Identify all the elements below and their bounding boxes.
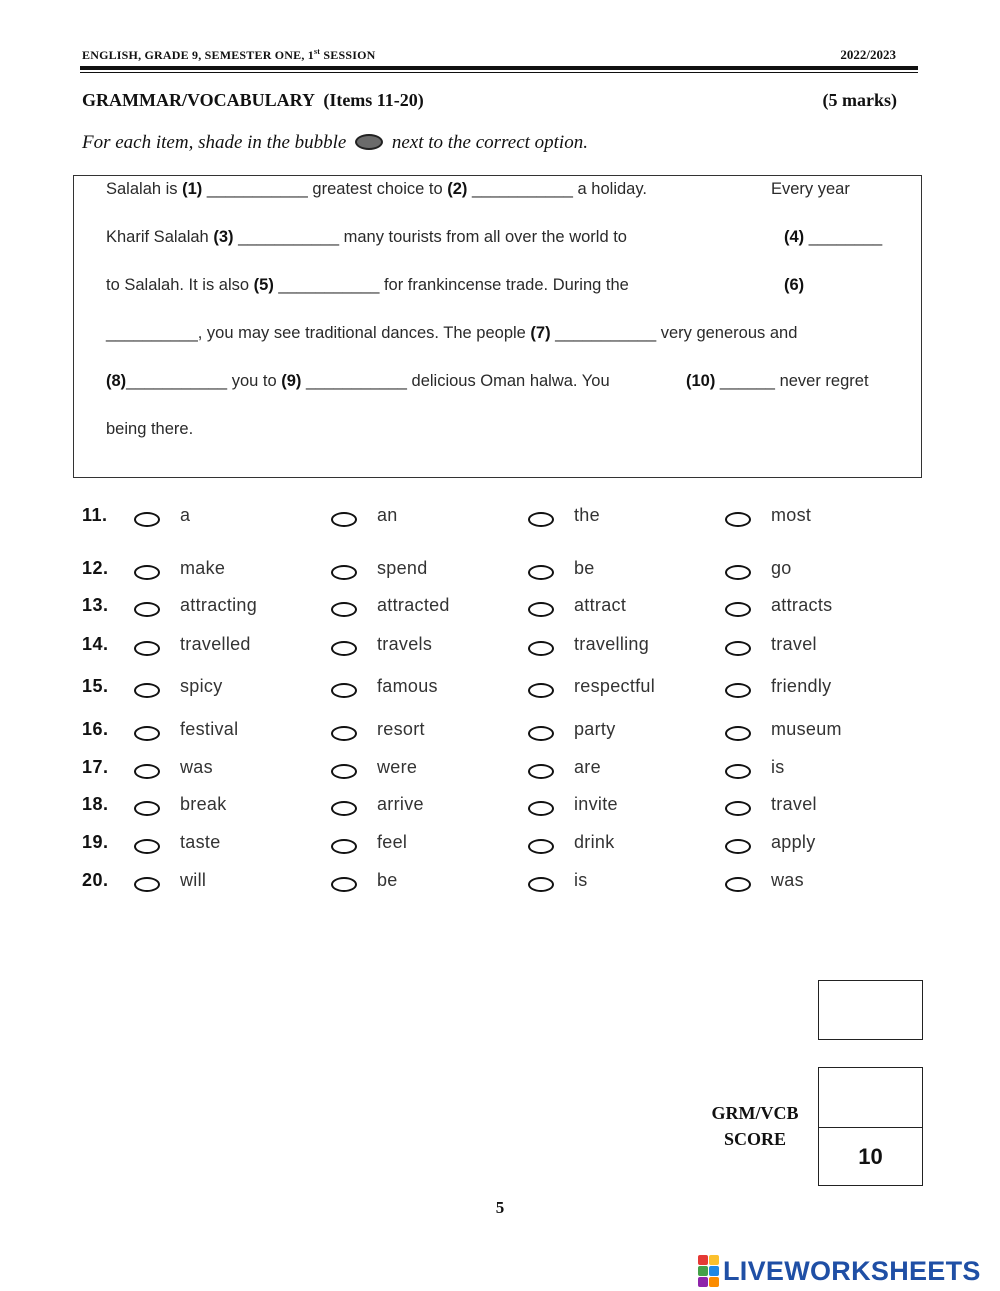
question-row <box>0 832 1000 862</box>
answer-bubble[interactable] <box>331 512 357 527</box>
answer-bubble[interactable] <box>528 877 554 892</box>
passage-box <box>73 175 922 478</box>
option-text: attracted <box>377 595 450 615</box>
option-text: travel <box>771 634 817 654</box>
question-number: 13. <box>82 595 109 615</box>
option-text: arrive <box>377 794 424 814</box>
option-text: spend <box>377 558 428 578</box>
option-text: drink <box>574 832 615 852</box>
answer-bubble[interactable] <box>331 877 357 892</box>
option-text: was <box>180 757 213 777</box>
page-number: 5 <box>495 1198 505 1217</box>
question-row <box>0 757 1000 787</box>
passage-line-5: (8)___________ you to (9) ___________ delicious Oman halwa. You <box>106 372 610 390</box>
option-text: resort <box>377 719 425 739</box>
answer-bubble[interactable] <box>528 764 554 779</box>
section-title: GRAMMAR/VOCABULARY (Items 11-20) <box>82 90 424 110</box>
passage-line-3: to Salalah. It is also (5) ___________ for frankincense trade. During the <box>106 276 629 294</box>
option-text: respectful <box>574 676 656 696</box>
question-number: 11. <box>82 505 108 525</box>
school-year: 2022/2023 <box>840 47 896 62</box>
passage-line-4: __________, you may see traditional dances. The people (7) ___________ very generous and <box>106 324 798 342</box>
answer-bubble[interactable] <box>331 602 357 617</box>
answer-bubble[interactable] <box>134 877 160 892</box>
answer-bubble[interactable] <box>725 683 751 698</box>
question-row <box>0 558 1000 588</box>
option-text: an <box>377 505 398 525</box>
passage-line-2: Kharif Salalah (3) ___________ many tourists from all over the world to <box>106 228 627 246</box>
question-row <box>0 505 1000 535</box>
option-text: famous <box>377 676 438 696</box>
answer-bubble[interactable] <box>331 683 357 698</box>
answer-bubble[interactable] <box>134 641 160 656</box>
option-text: apply <box>771 832 816 852</box>
instruction: For each item, shade in the bubble next to the correct option. <box>82 132 588 153</box>
answer-bubble[interactable] <box>725 801 751 816</box>
question-number: 14. <box>82 634 109 654</box>
section-marks: (5 marks) <box>822 90 897 110</box>
answer-bubble[interactable] <box>725 565 751 580</box>
question-number: 19. <box>82 832 109 852</box>
answer-bubble[interactable] <box>134 839 160 854</box>
option-text: feel <box>377 832 408 852</box>
question-row <box>0 676 1000 706</box>
option-text: museum <box>771 719 842 739</box>
answer-bubble[interactable] <box>134 726 160 741</box>
option-text: most <box>771 505 812 525</box>
answer-bubble[interactable] <box>134 683 160 698</box>
option-text: travelling <box>574 634 650 654</box>
question-number: 20. <box>82 870 109 890</box>
answer-bubble[interactable] <box>134 602 160 617</box>
question-row <box>0 595 1000 625</box>
question-row <box>0 870 1000 900</box>
answer-bubble[interactable] <box>725 764 751 779</box>
option-text: a <box>180 505 191 525</box>
option-text: travels <box>377 634 433 654</box>
question-row <box>0 794 1000 824</box>
option-text: attract <box>574 595 627 615</box>
option-text: festival <box>180 719 239 739</box>
passage-line-2-end: (4) ________ <box>784 228 883 246</box>
answer-bubble[interactable] <box>725 512 751 527</box>
brand-mark-icon <box>698 1255 719 1287</box>
answer-bubble[interactable] <box>134 764 160 779</box>
answer-bubble[interactable] <box>528 602 554 617</box>
passage-line-6: being there. <box>106 420 194 438</box>
option-text: is <box>574 870 588 890</box>
option-text: be <box>377 870 398 890</box>
question-number: 16. <box>82 719 109 739</box>
option-text: be <box>574 558 595 578</box>
header-rule <box>80 66 918 70</box>
option-text: the <box>574 505 600 525</box>
passage-line-5-end: (10) ______ never regret <box>686 372 869 390</box>
answer-bubble[interactable] <box>528 641 554 656</box>
brand-name: LIVEWORKSHEETS <box>723 1255 981 1286</box>
option-text: are <box>574 757 601 777</box>
option-text: travelled <box>180 634 251 654</box>
shaded-bubble-icon <box>355 134 383 150</box>
question-number: 12. <box>82 558 109 578</box>
question-number: 17. <box>82 757 109 777</box>
answer-bubble[interactable] <box>331 726 357 741</box>
answer-bubble[interactable] <box>725 602 751 617</box>
answer-bubble[interactable] <box>528 839 554 854</box>
answer-bubble[interactable] <box>725 641 751 656</box>
option-text: was <box>771 870 804 890</box>
option-text: will <box>180 870 207 890</box>
answer-bubble[interactable] <box>331 565 357 580</box>
answer-bubble[interactable] <box>528 565 554 580</box>
answer-bubble[interactable] <box>331 764 357 779</box>
question-row <box>0 634 1000 664</box>
score-entry-box[interactable] <box>818 1067 923 1128</box>
option-text: taste <box>180 832 221 852</box>
answer-bubble[interactable] <box>331 641 357 656</box>
option-text: is <box>771 757 785 777</box>
blank-score-box[interactable] <box>818 980 923 1040</box>
answer-bubble[interactable] <box>528 683 554 698</box>
answer-bubble[interactable] <box>725 877 751 892</box>
question-number: 18. <box>82 794 109 814</box>
answer-bubble[interactable] <box>725 839 751 854</box>
option-text: party <box>574 719 616 739</box>
option-text: break <box>180 794 227 814</box>
answer-bubble[interactable] <box>528 512 554 527</box>
option-text: invite <box>574 794 618 814</box>
passage-line-1-end: Every year <box>771 180 850 198</box>
option-text: go <box>771 558 792 578</box>
liveworksheets-logo <box>698 1256 981 1286</box>
answer-bubble[interactable] <box>725 726 751 741</box>
passage-line-3-end: (6) <box>784 276 805 294</box>
option-text: attracting <box>180 595 258 615</box>
option-text: make <box>180 558 226 578</box>
question-row <box>0 719 1000 749</box>
header-rule-thin <box>80 72 918 73</box>
answer-bubble[interactable] <box>331 839 357 854</box>
answer-bubble[interactable] <box>134 565 160 580</box>
score-label: GRM/VCB SCORE <box>711 1103 799 1149</box>
answer-bubble[interactable] <box>528 801 554 816</box>
option-text: were <box>377 757 418 777</box>
option-text: attracts <box>771 595 833 615</box>
document-header: ENGLISH, GRADE 9, SEMESTER ONE, 1st SESSION <box>82 47 376 62</box>
option-text: travel <box>771 794 817 814</box>
answer-bubble[interactable] <box>134 801 160 816</box>
answer-bubble[interactable] <box>331 801 357 816</box>
answer-bubble[interactable] <box>134 512 160 527</box>
max-score-box: 10 <box>818 1127 923 1186</box>
question-number: 15. <box>82 676 109 696</box>
passage-line-1: Salalah is (1) ___________ greatest choice to (2) ___________ a holiday. <box>106 180 647 198</box>
option-text: friendly <box>771 676 832 696</box>
option-text: spicy <box>180 676 223 696</box>
answer-bubble[interactable] <box>528 726 554 741</box>
